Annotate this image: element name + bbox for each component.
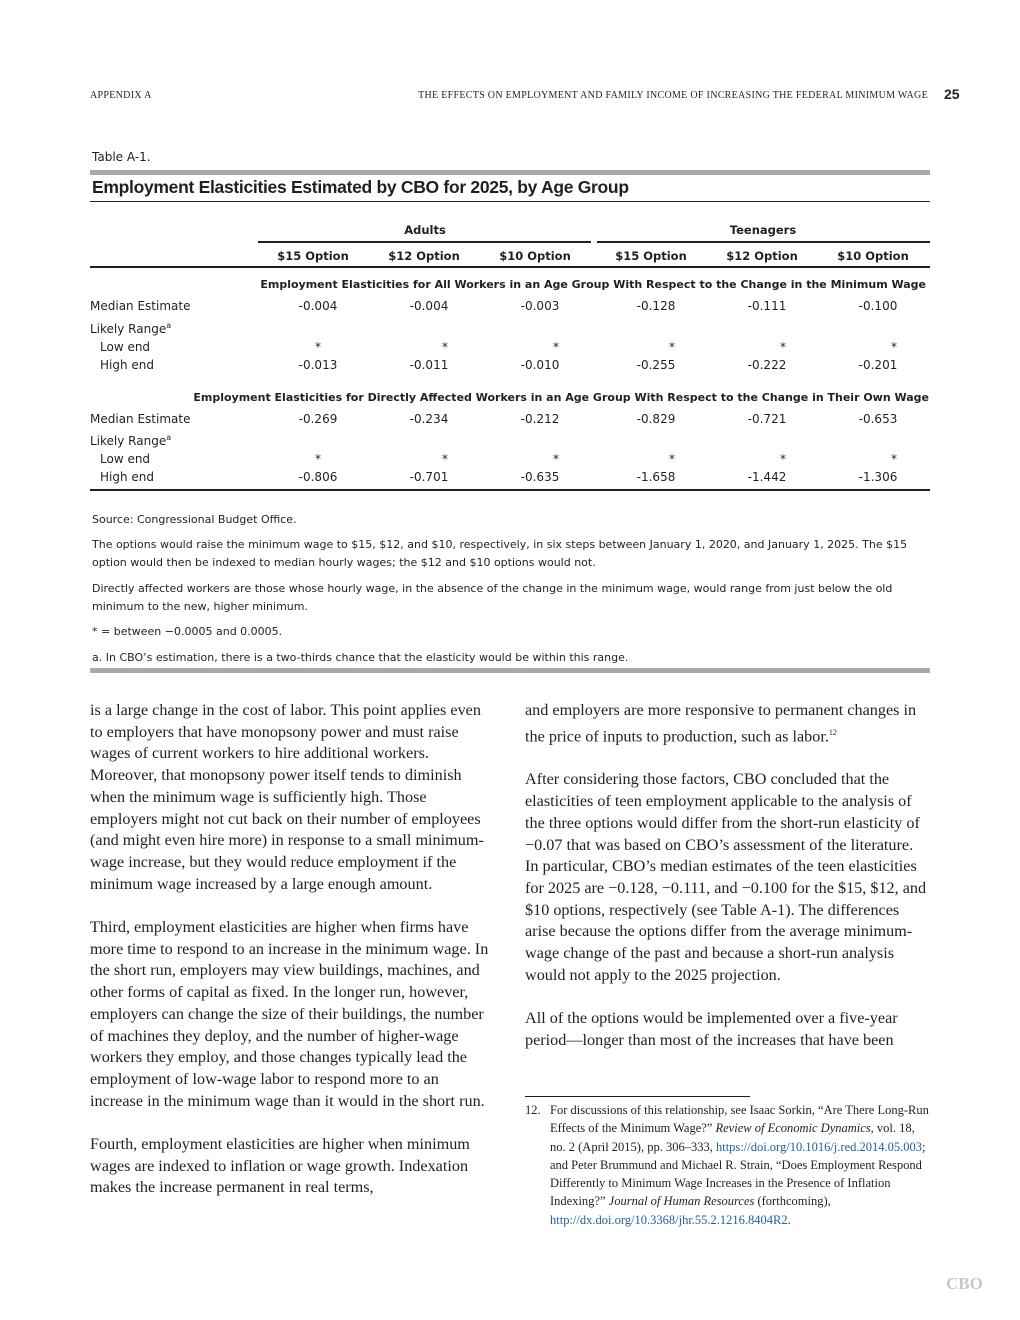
table-note-a: a. In CBO’s estimation, there is a two-thirds chance that the elasticity would be within this range.: [92, 651, 629, 664]
column-header: $10 Option: [499, 249, 571, 263]
table-label: Table A-1.: [92, 150, 151, 164]
footnote-link[interactable]: https://doi.org/10.1016/j.red.2014.05.003: [715, 1139, 922, 1154]
running-header-title: [418, 90, 928, 101]
table-cell: *: [669, 340, 675, 354]
footnote-journal: Review of Economic Dynamics: [715, 1121, 871, 1136]
group-rule-teenagers: [597, 241, 930, 243]
table-cell: -1.658: [636, 470, 676, 484]
footnote-text-part: For discussions of this relationship, see Isaac Sorkin, “Are There Long-Run Effects of the Minimum Wage?”: [550, 1103, 929, 1136]
table-bottom-rule: [90, 489, 930, 491]
footnote-mark: a: [166, 433, 172, 442]
running-header-title-text: THE EFFECTS ON EMPLOYMENT AND FAMILY INCOME OF INCREASING THE FEDERAL MINIMUM WAGE: [418, 90, 928, 101]
table-cell: -0.111: [747, 299, 787, 313]
body-column-right: [525, 700, 930, 1052]
table-cell: -0.004: [409, 299, 449, 313]
table-cell: *: [442, 452, 448, 466]
table-cell: *: [553, 340, 559, 354]
table-cell: *: [315, 340, 321, 354]
table-cell: -0.806: [298, 470, 338, 484]
table-title: Employment Elasticities Estimated by CBO for 2025, by Age Group: [92, 177, 629, 197]
table-cell: *: [780, 340, 786, 354]
table-cell: -0.010: [520, 358, 560, 372]
row-label-high-end: High end: [100, 358, 154, 372]
body-paragraph: Third, employment elasticities are higher when firms have more time to respond to an increase in the minimum wage. In the short run, employers may view buildings, machines, and other forms of capital as fixed. In the longer run, however, employers can change the size of their buildings, the number of machines they deploy, and the number of higher-wage workers they employ, and those changes typically lead the employment of low-wage labor to respond more to an increase in the minimum wage than it would in the short run.: [90, 918, 489, 1110]
table-cell: -0.269: [298, 412, 338, 426]
body-paragraph: All of the options would be implemented over a five-year period—longer than most of the increases that have been: [525, 1009, 898, 1049]
table-cell: *: [891, 340, 897, 354]
table-cell: -0.212: [520, 412, 560, 426]
table-cell: -0.013: [298, 358, 338, 372]
body-paragraph: is a large change in the cost of labor. This point applies even to employers that have monopsony power and must raise wages of current workers to hire additional workers. Moreover, that monopsony power itself tends to diminish when the minimum wage is sufficiently high. Those employers might not cut back on their number of employees (and might even hire more) in response to a small minimum-wage increase, but they would reduce employment if the minimum wage increased by a large enough amount.: [90, 701, 484, 893]
footnote-text: [550, 1101, 930, 1229]
body-paragraph-text: and employers are more responsive to permanent changes in the price of inputs to production, such as labor.: [525, 701, 917, 746]
row-label-likely-range-text: Likely Range: [90, 322, 167, 336]
row-label-likely-range: [90, 433, 171, 448]
table-cell: -0.201: [858, 358, 898, 372]
table-note-directly-affected: Directly affected workers are those whose hourly wage, in the absence of the change in the minimum wage, would range from just below the old minimum to the new, higher minimum.: [92, 582, 893, 613]
table-cell: -0.011: [409, 358, 449, 372]
row-label-likely-range: [90, 321, 171, 336]
running-header-left: APPENDIX A: [90, 90, 152, 101]
section-heading-all-workers: Employment Elasticities for All Workers in an Age Group With Respect to the Change in the Minimum Wage: [260, 278, 926, 291]
table-cell: -1.442: [747, 470, 787, 484]
table-cell: -0.222: [747, 358, 787, 372]
column-header: $15 Option: [615, 249, 687, 263]
body-column-left: [90, 700, 495, 1199]
row-label-likely-range-text: Likely Range: [90, 434, 167, 448]
table-cell: -0.635: [520, 470, 560, 484]
footnote-text-part: (forthcoming),: [754, 1194, 831, 1209]
group-header-adults: Adults: [404, 223, 446, 237]
table-cell: -0.829: [636, 412, 676, 426]
table-cell: -0.128: [636, 299, 676, 313]
footnote-reference[interactable]: 12: [828, 727, 837, 737]
table-note-source: Source: Congressional Budget Office.: [92, 513, 297, 526]
table-cell: -0.255: [636, 358, 676, 372]
row-label-median: Median Estimate: [90, 412, 191, 426]
footnote-link[interactable]: http://dx.doi.org/10.3368/jhr.55.2.1216.8404R2: [550, 1212, 788, 1227]
table-title-rule: [90, 201, 930, 202]
section-heading-directly-affected: Employment Elasticities for Directly Affected Workers in an Age Group With Respect to the Change in Their Own Wage: [193, 391, 929, 404]
page-number: 25: [944, 86, 960, 102]
table-note-asterisk: * = between −0.0005 and 0.0005.: [92, 625, 283, 638]
table-cell: *: [553, 452, 559, 466]
table-cell: -0.701: [409, 470, 449, 484]
table-cell: *: [315, 452, 321, 466]
table-cell: *: [442, 340, 448, 354]
body-paragraph: After considering those factors, CBO concluded that the elasticities of teen employment applicable to the analysis of the three options would differ from the short-run elasticity of −0.07 that was based on CBO’s assessment of the literature. In particular, CBO’s median estimates of the teen elasticities for 2025 are −0.128, −0.111, and −0.100 for the $15, $12, and $10 options, respectively (see Table A-1). The differences arise because the options differ from the average minimum-wage change of the past and because a short-run analysis would not apply to the 2025 projection.: [525, 770, 927, 984]
table-cell: -0.234: [409, 412, 449, 426]
footnote: [525, 1101, 930, 1229]
column-header-rule: [90, 266, 930, 268]
table-top-rule: [90, 170, 930, 175]
group-header-teenagers: Teenagers: [729, 223, 797, 237]
row-label-median: Median Estimate: [90, 299, 191, 313]
row-label-low-end: Low end: [100, 340, 151, 354]
body-paragraph: Fourth, employment elasticities are higher when minimum wages are indexed to inflation or wage growth. Indexation makes the increase permanent in real terms,: [90, 1135, 470, 1197]
column-header: $15 Option: [277, 249, 349, 263]
footnote-rule: [525, 1096, 750, 1097]
table-note-options: The options would raise the minimum wage to $15, $12, and $10, respectively, in six steps between January 1, 2020, and January 1, 2025. The $15 option would then be indexed to median hourly wages; the $12 and $10 options would not.: [92, 538, 908, 569]
footnote-text-part: , vol. 18, no. 2 (April 2015), pp. 306–333,: [550, 1121, 915, 1154]
footnote-journal: Journal of Human Resources: [608, 1194, 755, 1209]
table-cell: -0.004: [298, 299, 338, 313]
column-header: $12 Option: [726, 249, 798, 263]
body-paragraph: [525, 700, 930, 748]
row-label-high-end: High end: [100, 470, 154, 484]
table-cell: -0.653: [858, 412, 898, 426]
column-header: $10 Option: [837, 249, 909, 263]
group-rule-adults: [258, 241, 591, 243]
table-cell: -1.306: [858, 470, 898, 484]
table-cell: *: [780, 452, 786, 466]
table-cell: *: [891, 452, 897, 466]
footnote-text-part: .: [787, 1212, 791, 1227]
table-cell: *: [669, 452, 675, 466]
footnote-mark: a: [166, 321, 172, 330]
table-cell: -0.100: [858, 299, 898, 313]
cbo-logo: CBO: [946, 1274, 983, 1293]
table-cell: -0.003: [520, 299, 560, 313]
row-label-low-end: Low end: [100, 452, 151, 466]
column-header: $12 Option: [388, 249, 460, 263]
footnote-text-part: ; and Peter Brummund and Michael R. Strain, “Does Employment Respond Differently to Minimum Wage Increases in the Presence of Inflation Indexing?”: [550, 1139, 926, 1209]
footnote-number: 12.: [525, 1103, 541, 1117]
table-cell: -0.721: [747, 412, 787, 426]
table-end-rule: [90, 668, 930, 673]
